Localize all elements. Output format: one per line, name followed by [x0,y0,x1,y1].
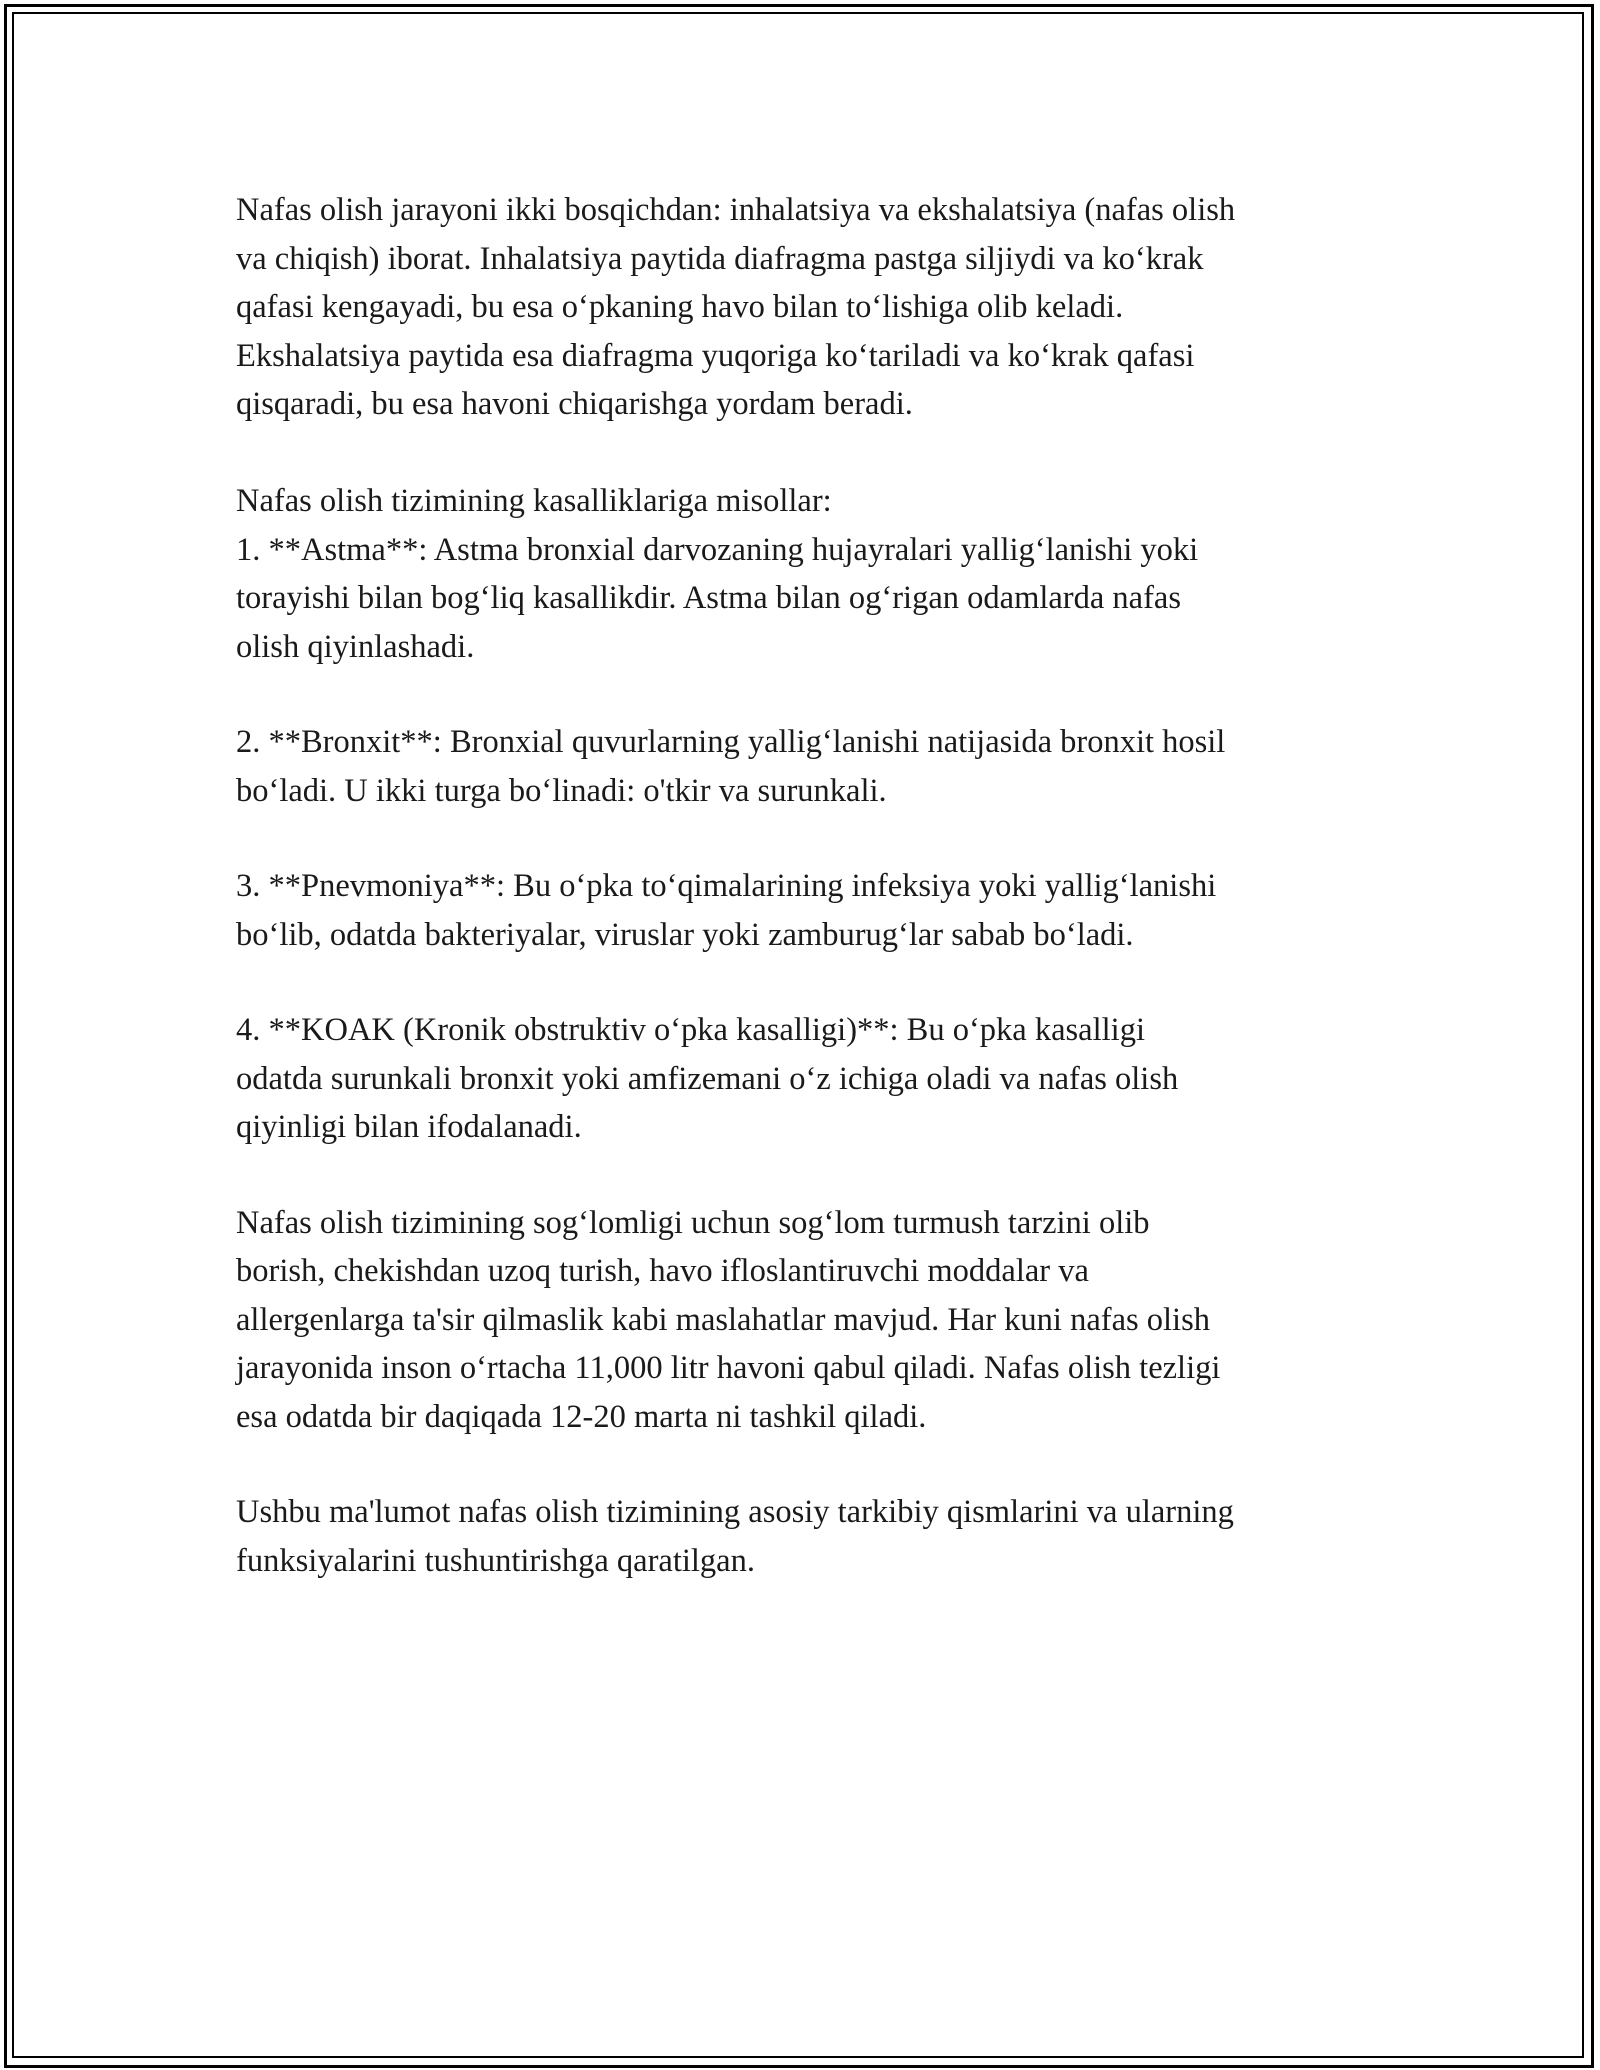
list-item-copd: 4. **KOAK (Kronik obstruktiv o‘pka kasalligi)**: Bu o‘pka kasalligi odatda surunkali bronxit yoki amfizemani o‘z ichiga oladi va nafas olish qiyinligi bilan ifodalanadi. [236,1012,1179,1145]
intro-paragraph: Nafas olish jarayoni ikki bosqichdan: inhalatsiya va ekshalatsiya (nafas olish va chiqish) iborat. Inhalatsiya paytida diafragma pastga siljiydi va ko‘krak qafasi kengayadi, bu esa o‘pkaning havo bilan to‘lishiga olib keladi. Ekshalatsiya paytida esa diafragma yuqoriga ko‘tariladi va ko‘krak qafasi qisqaradi, bu esa havoni chiqarishga yordam beradi. [236,192,1236,422]
closing-paragraph: Ushbu ma'lumot nafas olish tizimining asosiy tarkibiy qismlarini va ularning funksiyalarini tushuntirishga qaratilgan. [236,1494,1234,1579]
diseases-heading: Nafas olish tizimining kasalliklariga misollar: [236,483,832,519]
list-item-bronchitis: 2. **Bronxit**: Bronxial quvurlarning yallig‘lanishi natijasida bronxit hosil bo‘ladi. U ikki turga bo‘linadi: o'tkir va surunkali. [236,724,1226,809]
list-item-asthma: 1. **Astma**: Astma bronxial darvozaning hujayralari yallig‘lanishi yoki torayishi bilan bog‘liq kasallikdir. Astma bilan og‘rigan odamlarda nafas olish qiyinlashadi. [236,531,1199,665]
diseases-list [236,526,1386,1152]
health-paragraph: Nafas olish tizimining sog‘lomligi uchun sog‘lom turmush tarzini olib borish, chekishdan uzoq turish, havo ifloslantiruvchi moddalar va allergenlarga ta'sir qilmaslik kabi maslahatlar mavjud. Har kuni nafas olish jarayonida inson o‘rtacha 11,000 litr havoni qabul qiladi. Nafas olish tezligi esa odatda bir daqiqada 12-20 marta ni tashkil qiladi. [236,1204,1221,1435]
list-item-pneumonia: 3. **Pnevmoniya**: Bu o‘pka to‘qimalarining infeksiya yoki yallig‘lanishi bo‘lib, odatda bakteriyalar, viruslar yoki zamburug‘lar sabab bo‘ladi. [236,868,1217,953]
document-body [236,186,1386,1585]
